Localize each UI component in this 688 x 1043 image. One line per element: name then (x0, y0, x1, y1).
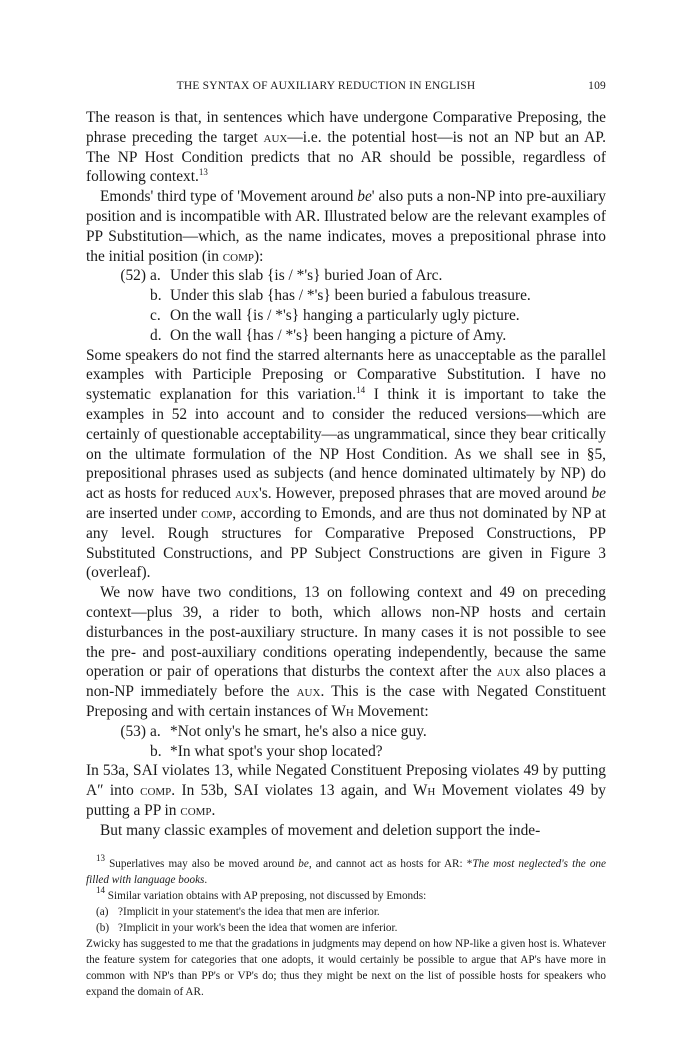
example-52a: (52) a. Under this slab {is / *'s} buried Joan of Arc. (86, 266, 606, 286)
footnote-14a: (a) ?Implicit in your statement's the idea that men are inferior. (96, 906, 380, 919)
example-number: (53) (120, 722, 146, 740)
page (86, 74, 606, 1000)
running-header (86, 74, 606, 96)
footnote-14-examples (86, 904, 606, 936)
footnotes (86, 853, 606, 1000)
footnote-ref-13[interactable]: 13 (198, 167, 208, 178)
example-52d: d. On the wall {has / *'s} been hanging a picture of Amy. (150, 326, 507, 344)
example-number: (52) (120, 267, 146, 285)
example-52c: c. On the wall {is / *'s} hanging a particularly ugly picture. (150, 306, 520, 324)
example-53b: b. *In what spot's your shop located? (150, 742, 383, 760)
main-text (86, 108, 606, 840)
example-52 (86, 266, 606, 345)
page-number: 109 (588, 80, 606, 92)
paragraph-1: The reason is that, in sentences which have undergone Comparative Preposing, the phrase preceding the target aux—i.e. the potential host—is not an NP but an AP. The NP Host Condition predicts that no AR should be possible, regardless of following context.$^{13}$ (86, 109, 607, 186)
footnote-14: $^{14}$ Similar variation obtains with AP preposing, not discussed by Emonds: (96, 885, 427, 903)
footnote-13: $^{13}$ Superlatives may also be moved around be, and cannot act as hosts for AR: *The most neglected's the one filled with language books. (86, 853, 606, 887)
paragraph-4: We now have two conditions, 13 on following context and 49 on preceding context—plus 39, a rider to both, which allows non-NP hosts and certain disturbances in the post-auxiliary structure. In many cases it is not possible to see the pre- and post-auxiliary conditions operating independently, because the same operation or pair of operations that disturbs the context after the aux also places a non-NP immediately before the aux. This is the case with Negated Constituent Preposing and with certain instances of Wh Movement: (86, 584, 606, 720)
paragraph-2: Emonds' third type of 'Movement around be' also puts a non-NP into pre-auxiliary position and is incompatible with AR. Illustrated below are the relevant examples of PP Substitution—which, as the name indicates, moves a prepositional phrase into the initial position (in comp): (86, 188, 607, 265)
running-title: THE SYNTAX OF AUXILIARY REDUCTION IN ENGLISH (176, 80, 476, 92)
paragraph-5: In 53a, SAI violates 13, while Negated Constituent Preposing violates 49 by putting A″ into comp. In 53b, SAI violates 13 again, and Wh Movement violates 49 by putting a PP in comp. (86, 762, 606, 819)
example-52b: b. Under this slab {has / *'s} been buried a fabulous treasure. (150, 287, 531, 305)
footnote-ref-14[interactable]: 14 (356, 385, 366, 396)
paragraph-3: Some speakers do not find the starred alternants here as unacceptable as the parallel examples with Participle Preposing or Comparative Substitution. I have no systematic explanation for this variation.$^{14}$ I think it is important to take the examples in 52 into account and to consider the reduced versions—which are certainly of questionable acceptability—as ungrammatical, since they bear critically on the ultimate formulation of the NP Host Condition. As we shall see in §5, prepositional phrases used as subjects (and hence dominated ultimately by NP) do act as hosts for reduced aux's. However, preposed phrases that are moved around be are inserted under comp, according to Emonds, and are thus not dominated by NP at any level. Rough structures for Comparative Preposed Constructions, PP Substituted Constructions, and PP Subject Constructions are given in Figure 3 (overleaf). (86, 346, 607, 582)
example-53a: (53) a. *Not only's he smart, he's also a nice guy. (86, 722, 606, 742)
footnote-14-continuation: Zwicky has suggested to me that the gradations in judgments may depend on how NP-like a given host is. Whatever the feature system for categories that one adopts, it would certainly be possible to argue that AP's have more in common with NP's than PP's or VP's do; thus they might be next on the list of possible hosts for speakers who expand the domain of AR. (86, 938, 606, 999)
footnote-14b: (b) ?Implicit in your work's been the idea that women are inferior. (96, 922, 398, 935)
example-53 (86, 722, 606, 762)
paragraph-6: But many classic examples of movement and deletion support the inde- (100, 821, 541, 839)
